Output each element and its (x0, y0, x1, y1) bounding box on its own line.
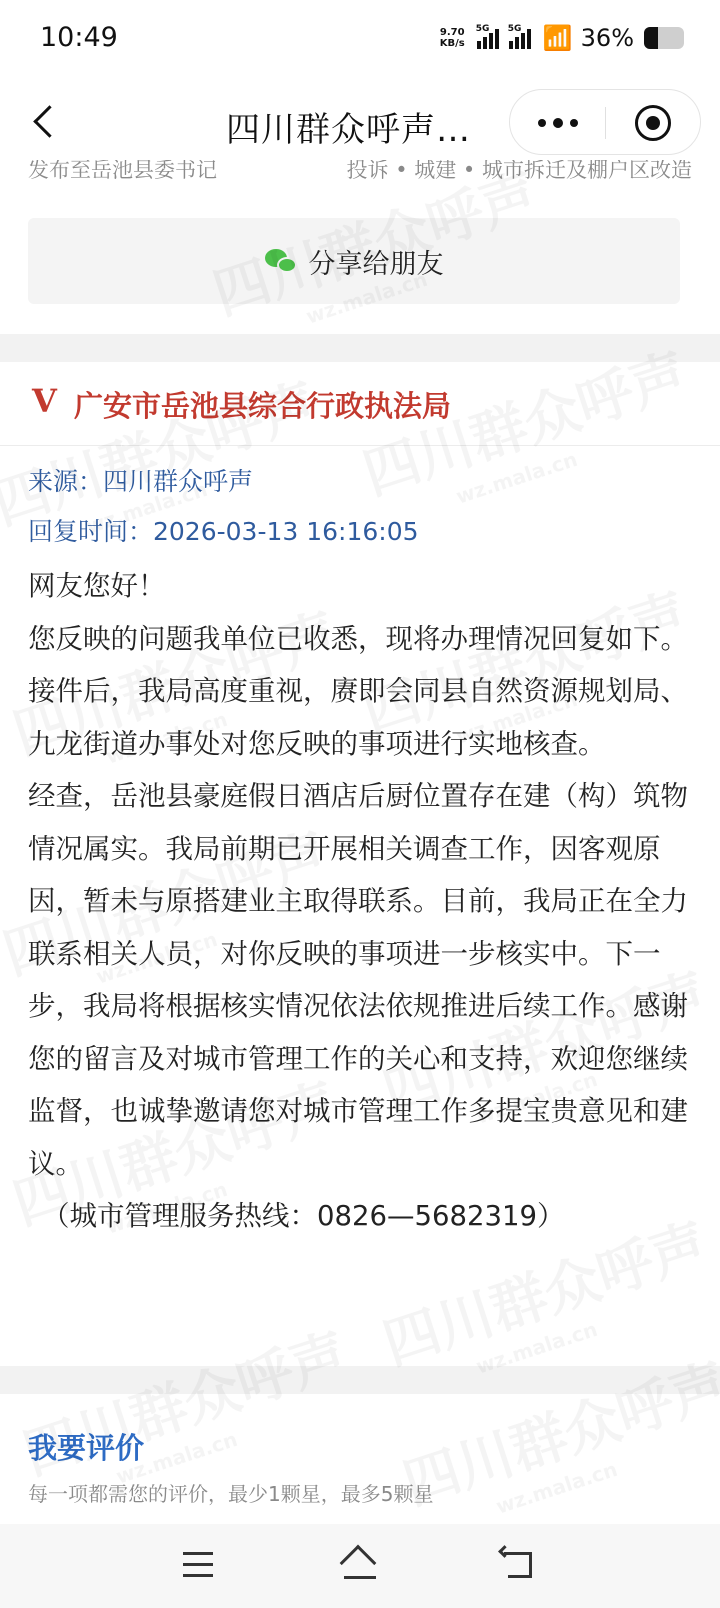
system-nav-bar (0, 1524, 720, 1608)
battery-fill (644, 27, 658, 49)
rating-title: 我要评价 (28, 1431, 145, 1465)
battery-icon (644, 27, 684, 49)
post-meta-row (0, 160, 720, 188)
wifi-icon: 📶 (542, 24, 573, 52)
reply-paragraph: 接件后，我局高度重视，赓即会同县自然资源规划局、九龙街道办事处对您反映的事项进行实地核查。 (28, 675, 688, 760)
share-label: 分享给朋友 (308, 248, 444, 280)
reply-header (0, 362, 720, 446)
sim2-label: 5G (507, 24, 522, 34)
page-title: 四川群众呼声… (226, 110, 471, 150)
wechat-icon (265, 247, 299, 275)
reply-card (0, 362, 720, 1366)
status-indicators (440, 24, 684, 52)
nav-bar (0, 84, 720, 160)
verified-v-icon: V (32, 382, 57, 420)
menu-icon[interactable] (183, 1548, 217, 1582)
net-speed (440, 27, 465, 49)
share-to-friend-button[interactable] (28, 218, 680, 304)
back-arrow-icon[interactable] (26, 96, 66, 146)
section-divider (0, 1366, 720, 1394)
more-dots-icon[interactable] (510, 90, 605, 156)
capsule-divider (605, 107, 606, 139)
reply-source: 来源：四川群众呼声 (28, 467, 254, 496)
post-category: 投诉 • 城建 • 城市拆迁及棚户区改造 (346, 160, 692, 182)
status-time: 10:49 (40, 22, 118, 53)
reply-paragraph: 网友您好！ (28, 570, 166, 602)
department-name: 广安市岳池县综合行政执法局 (74, 389, 452, 423)
battery-percent: 36% (580, 24, 634, 52)
signal-1-icon (475, 24, 499, 49)
home-icon[interactable] (338, 1546, 382, 1586)
mini-program-close-icon[interactable] (635, 105, 671, 141)
reply-body (28, 560, 692, 1243)
sim1-label: 5G (475, 24, 490, 34)
reply-paragraph: 经查，岳池县豪庭假日酒店后厨位置存在建（构）筑物情况属实。我局前期已开展相关调查工作，因客观原因，暂未与原搭建业主取得联系。目前，我局正在全力联系相关人员，对你反映的事项进一步核实中。下一步，我局将根据核实情况依法依规推进后续工作。感谢您的留言及对城市管理工作的关心和支持，欢迎您继续监督，也诚挚邀请您对城市管理工作多提宝贵意见和建议。 (28, 780, 688, 1180)
rating-section (0, 1394, 720, 1524)
net-speed-value: 9.70 (439, 27, 465, 38)
section-divider (0, 334, 720, 362)
back-icon[interactable] (500, 1546, 540, 1586)
reply-paragraph: 您反映的问题我单位已收悉，现将办理情况回复如下。 (28, 622, 688, 655)
post-target: 发布至岳池县委书记 (28, 160, 217, 182)
status-bar (0, 0, 720, 84)
reply-time: 回复时间：2026-03-13 16:16:05 (28, 517, 419, 546)
mini-program-capsule (509, 89, 701, 155)
net-speed-unit: KB/s (439, 38, 465, 49)
signal-2-icon (507, 24, 531, 49)
share-section (0, 188, 720, 334)
rating-hint: 每一项都需您的评价，最少1颗星，最多5颗星 (28, 1482, 434, 1506)
reply-paragraph: （城市管理服务热线：0826—5682319） (42, 1200, 565, 1232)
